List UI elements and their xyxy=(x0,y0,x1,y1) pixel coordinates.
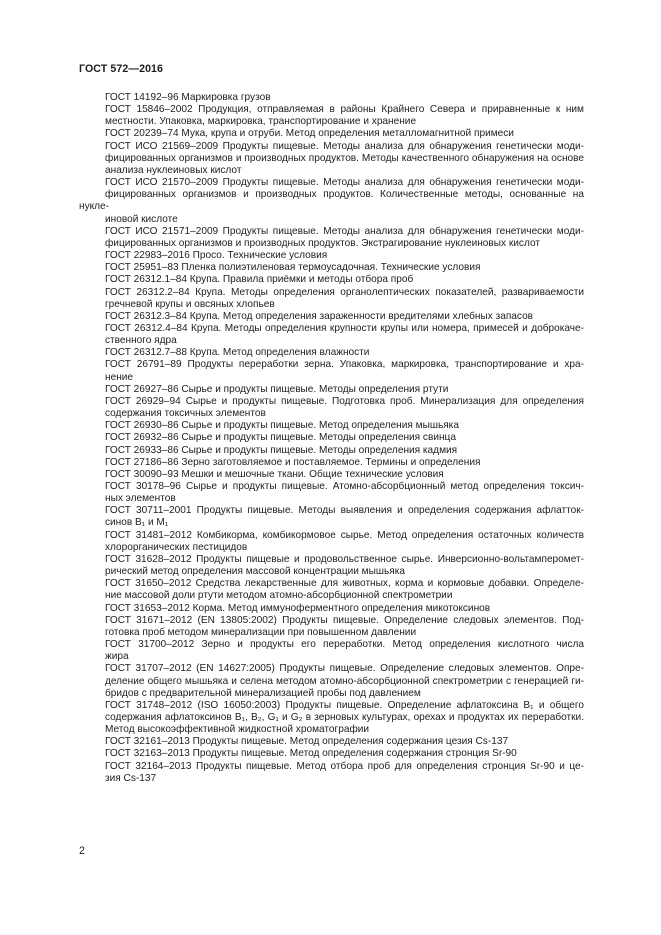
reference-line: ГОСТ 30178–96 Сырье и продукты пищевые. Атомно-абсорбционный метод определения токсич- xyxy=(105,481,584,492)
reference-line: ГОСТ ИСО 21569–2009 Продукты пищевые. Методы анализа для обнаружения генетически моди- xyxy=(105,140,584,152)
reference-line: ГОСТ 31707–2012 (EN 14627:2005) Продукты пищевые. Определение следовых элементов. Опре- xyxy=(105,663,584,675)
reference-line: ГОСТ 30711–2001 Продукты пищевые. Методы выявления и определения содержания афлатток- xyxy=(105,505,584,517)
reference-line: бридов с предварительной минерализацией пробы под давлением xyxy=(105,687,421,699)
reference-line: ГОСТ 31653–2012 Корма. Метод иммуноферментного определения микотоксинов xyxy=(105,602,491,614)
reference-entry xyxy=(79,603,584,615)
reference-line: ние массовой доли ртути методом атомно-абсорбционной спектрометрии xyxy=(105,590,453,602)
reference-line: ГОСТ 22983–2016 Просо. Технические условия xyxy=(105,250,328,262)
reference-line: готовка проб методом минерализации при повышенном давлении xyxy=(105,626,417,638)
reference-line: ГОСТ 31700–2012 Зерно и продукты его переработки. Метод определения кислотного числа xyxy=(105,639,584,651)
reference-entry xyxy=(79,700,584,736)
reference-entry xyxy=(79,481,584,505)
reference-entry xyxy=(79,92,584,104)
reference-line: хлорорганических пестицидов xyxy=(105,541,248,553)
reference-line: ГОСТ 26312.2–84 Крупа. Методы определения органолептических показателей, развариваемости xyxy=(105,286,584,298)
reference-line: ГОСТ 14192–96 Маркировка грузов xyxy=(105,92,271,103)
reference-line: фицированных организмов и производных продуктов. Методы качественного обнаружения на основе xyxy=(105,152,584,164)
reference-line: ГОСТ 15846–2002 Продукция, отправляемая в районы Крайнего Севера и приравненные к ним xyxy=(105,104,584,116)
reference-entry xyxy=(79,226,584,250)
reference-entry xyxy=(79,505,584,529)
reference-entry xyxy=(79,128,584,140)
reference-entry xyxy=(79,250,584,262)
reference-line: ГОСТ 30090–93 Мешки и мешочные ткани. Общие технические условия xyxy=(105,468,444,480)
reference-entry xyxy=(79,274,584,286)
reference-line: ГОСТ 26791–89 Продукты переработки зерна. Упаковка, маркировка, транспортирование и хра- xyxy=(105,359,584,371)
reference-line: жира xyxy=(105,651,129,663)
reference-line: гречневой крупы и овсяных хлопьев xyxy=(105,298,275,310)
reference-line: ГОСТ ИСО 21571–2009 Продукты пищевые. Методы анализа для обнаружения генетически моди- xyxy=(105,225,584,237)
reference-line: ГОСТ 26312.3–84 Крупа. Метод определения зараженности вредителями хлебных запасов xyxy=(105,310,534,322)
reference-entry xyxy=(79,663,584,699)
reference-line: ГОСТ 31628–2012 Продукты пищевые и продовольственное сырье. Инверсионно-вольтамперомет- xyxy=(105,553,584,565)
reference-line: деление общего мышьяка и селена методом атомно-абсорбционной спектрометрии с генерацией ги- xyxy=(105,675,584,687)
reference-entry xyxy=(79,469,584,481)
reference-entry xyxy=(79,177,584,226)
reference-line: ГОСТ 31481–2012 Комбикорма, комбикормовое сырье. Метод определения остаточных количеств xyxy=(105,529,584,541)
reference-line: ГОСТ 32161–2013 Продукты пищевые. Метод определения содержания цезия Cs-137 xyxy=(105,736,509,748)
reference-line: ГОСТ 26932–86 Сырье и продукты пищевые. Методы определения свинца xyxy=(105,432,456,444)
reference-entry xyxy=(79,432,584,444)
reference-entry xyxy=(79,141,584,177)
reference-entry xyxy=(79,287,584,311)
reference-entry xyxy=(79,347,584,359)
normative-references-list xyxy=(79,92,584,785)
reference-line: ГОСТ 27186–86 Зерно заготовляемое и поставляемое. Термины и определения xyxy=(105,456,481,468)
reference-line: зия Cs-137 xyxy=(105,772,157,784)
reference-entry xyxy=(79,457,584,469)
reference-line: ГОСТ 26929–94 Сырье и продукты пищевые. Подготовка проб. Минерализация для определения xyxy=(105,395,584,407)
reference-line: ГОСТ 26312.4–84 Крупа. Методы определения крупности крупы или номера, примесей и доброкаче- xyxy=(105,322,584,334)
reference-entry xyxy=(79,761,584,785)
reference-entry xyxy=(79,615,584,639)
reference-entry xyxy=(79,420,584,432)
reference-entry xyxy=(79,262,584,274)
reference-line: ГОСТ ИСО 21570–2009 Продукты пищевые. Методы анализа для обнаружения генетически моди- xyxy=(105,177,584,189)
reference-entry xyxy=(79,748,584,760)
reference-line: анализа нуклеиновых кислот xyxy=(105,164,242,176)
reference-entry xyxy=(79,323,584,347)
reference-line: ГОСТ 26312.7–88 Крупа. Метод определения влажности xyxy=(105,347,370,359)
reference-line: ГОСТ 26927–86 Сырье и продукты пищевые. Методы определения ртути xyxy=(105,383,449,395)
reference-line: ственного ядра xyxy=(105,335,177,347)
reference-entry xyxy=(79,639,584,663)
reference-line: синов B₁ и M₁ xyxy=(105,517,169,529)
reference-entry xyxy=(79,384,584,396)
reference-line: местности. Упаковка, маркировка, транспортирование и хранение xyxy=(105,116,417,128)
reference-entry xyxy=(79,530,584,554)
reference-line: ГОСТ 32163–2013 Продукты пищевые. Метод определения содержания стронция Sr-90 xyxy=(105,748,517,760)
reference-entry xyxy=(79,311,584,323)
reference-line: иновой кислоте xyxy=(105,213,178,225)
reference-line: ных элементов xyxy=(105,493,176,505)
reference-line: Метод высокоэффективной жидкостной хроматографии xyxy=(105,724,370,736)
reference-line: фицированных организмов и производных продуктов. Количественные методы, основанные на нукле- xyxy=(79,189,584,213)
reference-entry xyxy=(79,104,584,128)
reference-entry xyxy=(79,359,584,383)
reference-line: ГОСТ 32164–2013 Продукты пищевые. Метод отбора проб для определения стронция Sr-90 и це- xyxy=(105,760,584,772)
reference-line: ГОСТ 26930–86 Сырье и продукты пищевые. Метод определения мышьяка xyxy=(105,420,459,432)
document-header: ГОСТ 572—2016 xyxy=(79,63,164,75)
reference-line: содержания афлатоксинов B₁, B₂, G₁ и G₂ в зерновых культурах, орехах и продуктах их переработки. xyxy=(105,711,584,723)
reference-line: ГОСТ 31671–2012 (EN 13805:2002) Продукты пищевые. Определение следовых элементов. Под- xyxy=(105,614,584,626)
reference-line: ГОСТ 26312.1–84 Крупа. Правила приёмки и методы отбора проб xyxy=(105,274,414,286)
reference-entry xyxy=(79,445,584,457)
reference-line: содержания токсичных элементов xyxy=(105,408,266,420)
reference-entry xyxy=(79,554,584,578)
reference-line: ГОСТ 25951–83 Пленка полиэтиленовая термоусадочная. Технические условия xyxy=(105,262,481,274)
reference-line: ГОСТ 31650–2012 Средства лекарственные для животных, корма и кормовые добавки. Определе- xyxy=(105,578,584,590)
reference-line: рический метод определения массовой концентрации мышьяка xyxy=(105,566,405,578)
reference-line: фицированных организмов и производных продуктов. Экстрагирование нуклеиновых кислот xyxy=(105,237,541,249)
reference-entry xyxy=(79,396,584,420)
reference-entry xyxy=(79,736,584,748)
reference-line: ГОСТ 20239–74 Мука, крупа и отруби. Метод определения металломагнитной примеси xyxy=(105,128,514,140)
reference-line: ГОСТ 31748–2012 (ISO 16050:2003) Продукты пищевые. Определение афлатоксина B₁ и общего xyxy=(105,699,584,711)
page-number: 2 xyxy=(79,845,85,857)
reference-line: ГОСТ 26933–86 Сырье и продукты пищевые. Методы определения кадмия xyxy=(105,444,458,456)
reference-line: нение xyxy=(105,371,134,383)
reference-entry xyxy=(79,578,584,602)
